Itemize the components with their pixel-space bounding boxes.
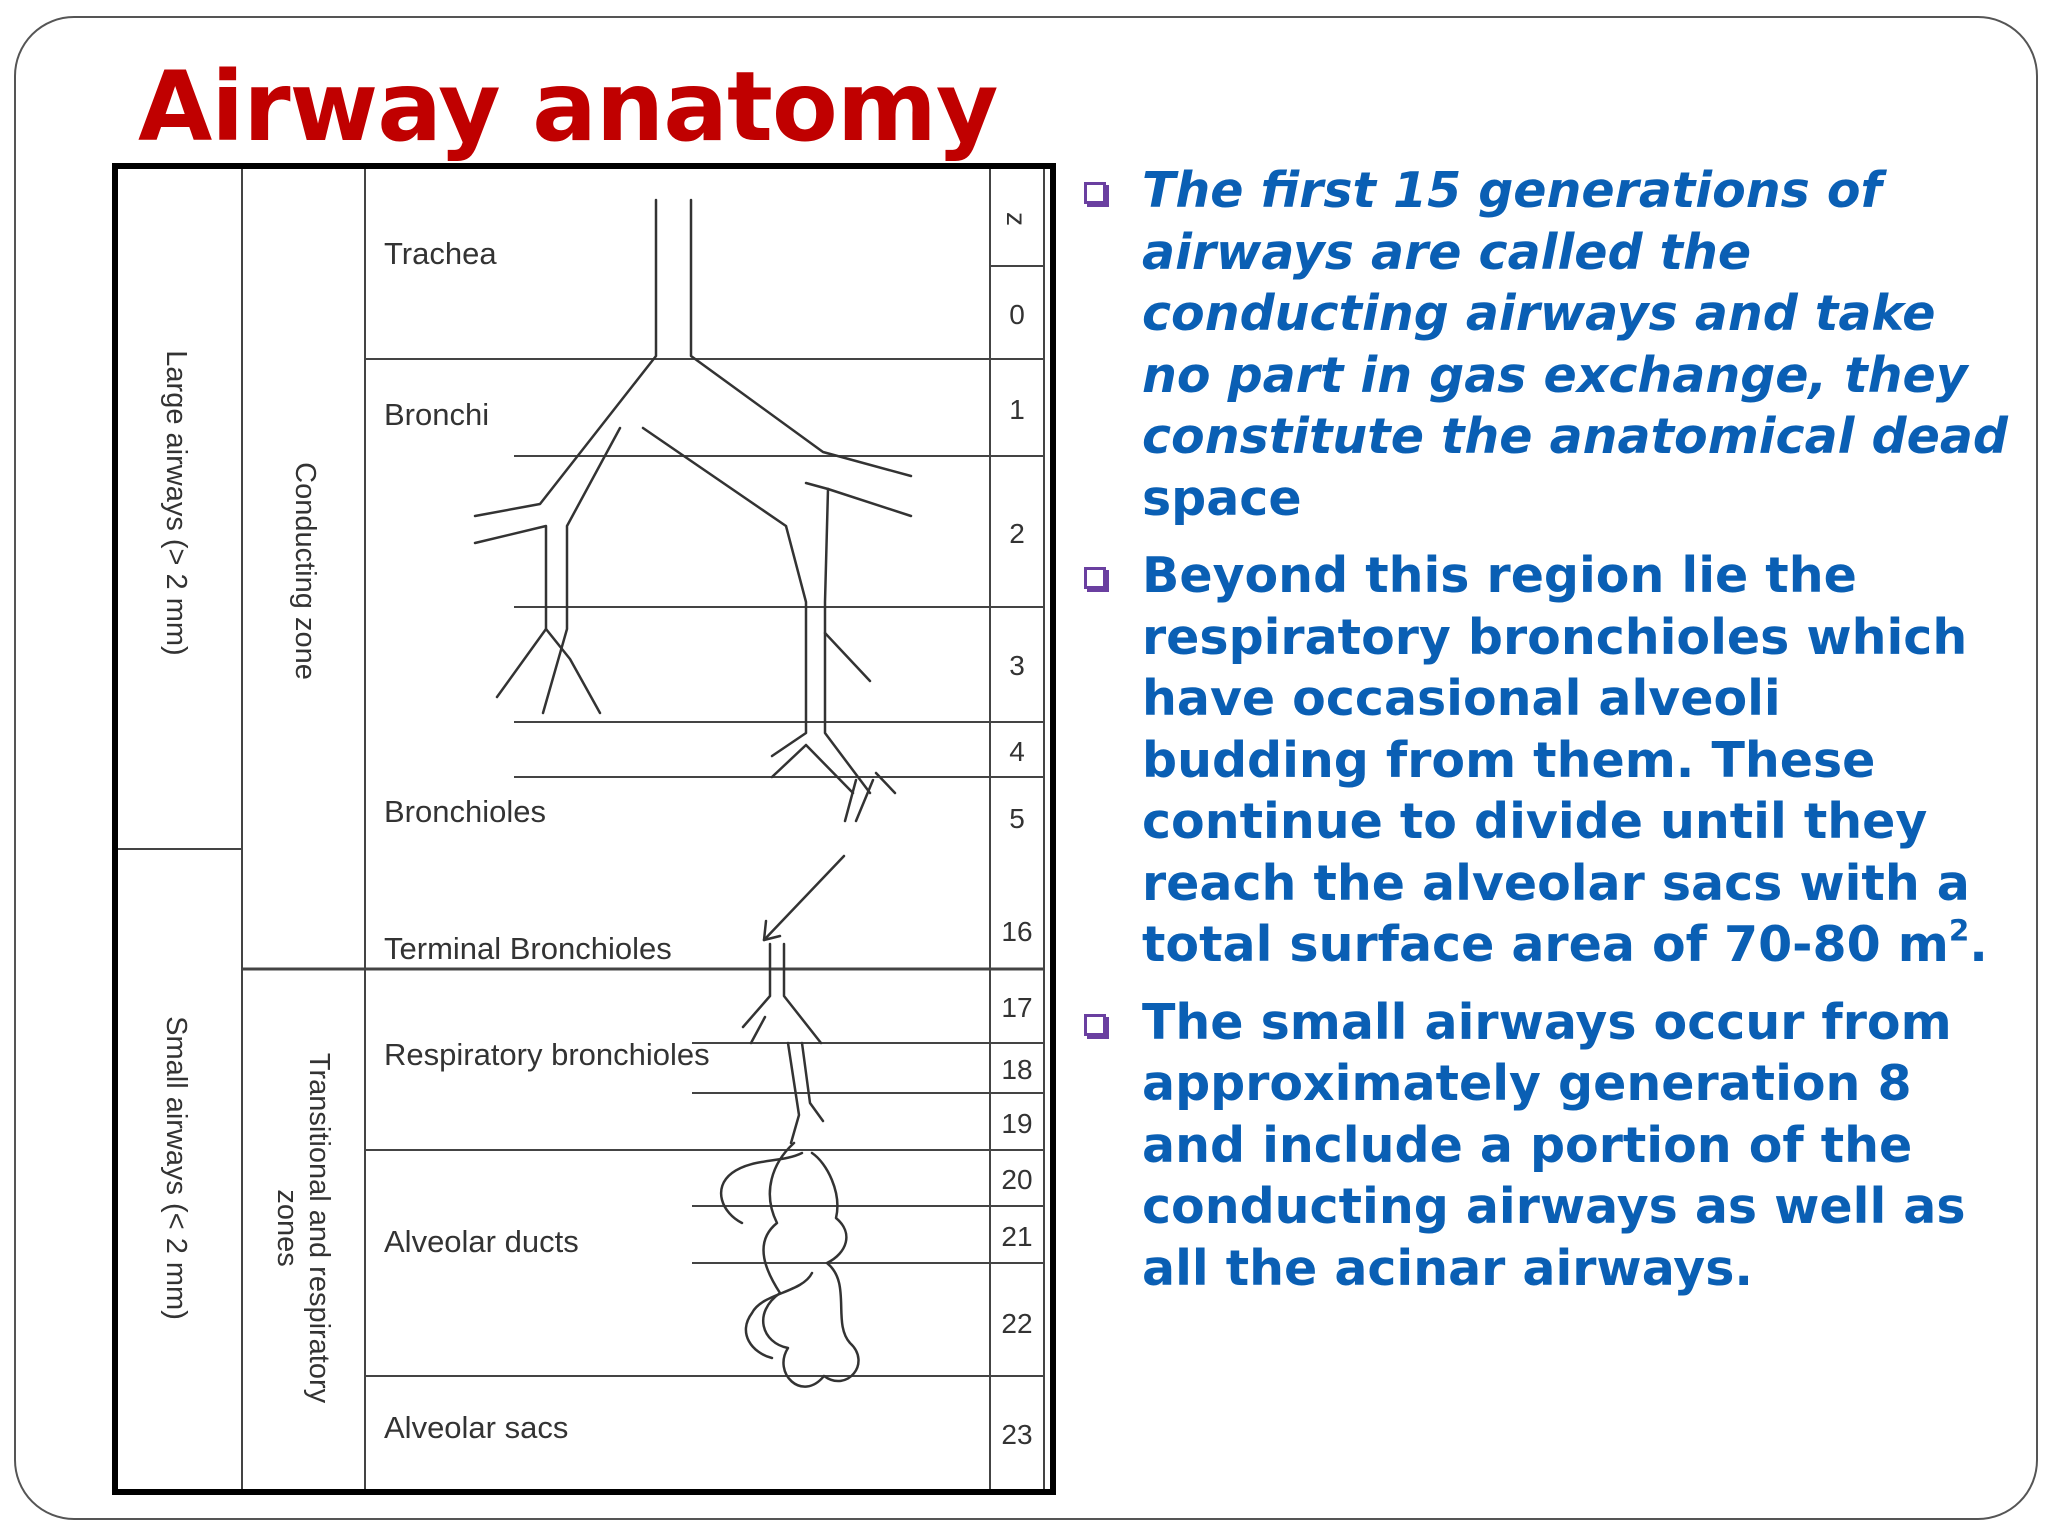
checkbox-bullet-icon bbox=[1084, 567, 1106, 589]
label-alveolar-sacs: Alveolar sacs bbox=[384, 1410, 569, 1445]
bullet-text-tail: . bbox=[1969, 916, 1988, 973]
generation-16: 16 bbox=[1001, 916, 1033, 947]
generation-5: 5 bbox=[1009, 803, 1025, 834]
checkbox-bullet-icon bbox=[1084, 1014, 1106, 1036]
generation-2: 2 bbox=[1009, 518, 1025, 549]
generation-18: 18 bbox=[1001, 1054, 1033, 1085]
bullet-text: Beyond this region lie the respiratory bronchioles which have occasional alveoli budding from them. These continue to divide until they reach the alveolar sacs with a total surface area of 70-80 m bbox=[1142, 547, 1970, 973]
generation-20: 20 bbox=[1001, 1164, 1033, 1195]
transitional-zone-label-2: zones bbox=[271, 1189, 303, 1267]
generation-23: 23 bbox=[1001, 1419, 1033, 1450]
label-alveolar-ducts: Alveolar ducts bbox=[384, 1224, 579, 1259]
generation-4: 4 bbox=[1009, 736, 1025, 767]
bullet-text-plain: space bbox=[1142, 469, 1302, 527]
generation-21: 21 bbox=[1001, 1221, 1033, 1252]
label-terminal-bronchioles: Terminal Bronchioles bbox=[384, 931, 672, 966]
generation-17: 17 bbox=[1001, 992, 1033, 1023]
transitional-zone-label-1: Transitional and respiratory bbox=[303, 1052, 335, 1404]
bullet-item-respiratory bbox=[1080, 545, 2010, 976]
generation-19: 19 bbox=[1001, 1108, 1033, 1139]
generation-0: 0 bbox=[1009, 299, 1025, 330]
label-trachea: Trachea bbox=[384, 236, 497, 271]
conducting-zone-label: Conducting zone bbox=[289, 462, 321, 680]
generation-1: 1 bbox=[1009, 394, 1025, 425]
label-respiratory-bronchioles: Respiratory bronchioles bbox=[384, 1037, 710, 1072]
small-airways-label: Small airways (< 2 mm) bbox=[160, 1016, 192, 1320]
label-bronchioles: Bronchioles bbox=[384, 794, 546, 829]
generation-z: z bbox=[1001, 212, 1032, 226]
bullet-list bbox=[1080, 160, 2010, 1315]
generation-22: 22 bbox=[1001, 1308, 1033, 1339]
bullet-item-small-airways bbox=[1080, 992, 2010, 1300]
bullet-item-dead-space bbox=[1080, 160, 2010, 529]
airway-diagram bbox=[112, 163, 1056, 1495]
superscript: 2 bbox=[1948, 913, 1970, 948]
large-airways-label: Large airways (> 2 mm) bbox=[160, 350, 192, 656]
generation-3: 3 bbox=[1009, 650, 1025, 681]
diagram-frame bbox=[115, 166, 1053, 1492]
bullet-text: The small airways occur from approximately generation 8 and include a portion of the conducting airways as well as all the acinar airways. bbox=[1142, 993, 1966, 1297]
checkbox-bullet-icon bbox=[1084, 182, 1106, 204]
slide-title: Airway anatomy bbox=[138, 51, 998, 163]
label-bronchi: Bronchi bbox=[384, 397, 490, 432]
bullet-text-italic: The first 15 generations of airways are called the conducting airways and take no part in gas exchange, they constitute the anatomical dead bbox=[1142, 162, 2008, 465]
